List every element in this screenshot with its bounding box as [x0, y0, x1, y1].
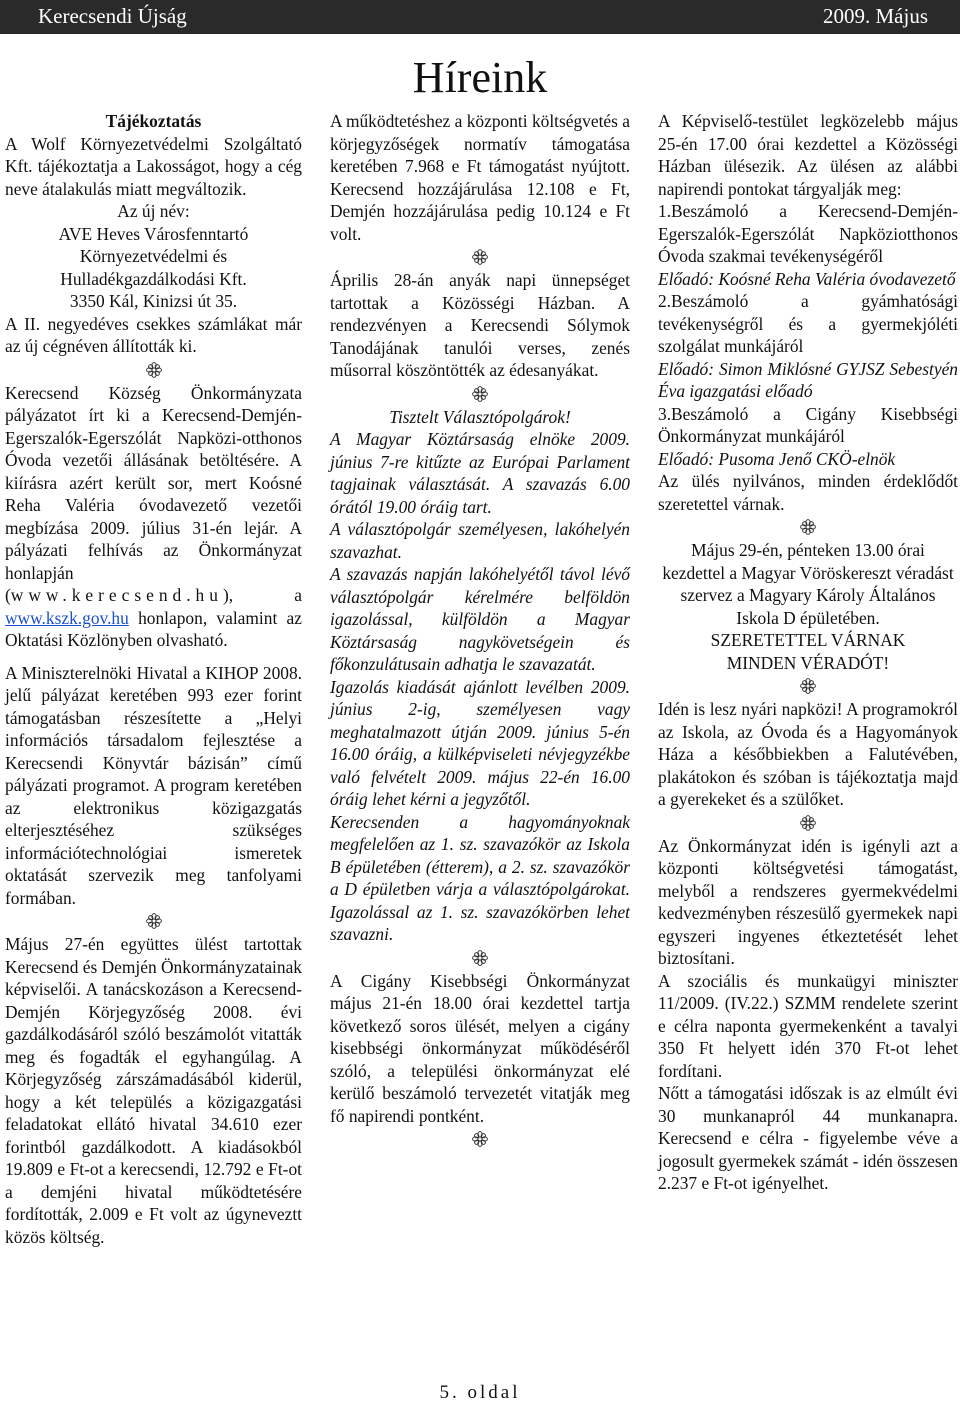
- flower-ornament-icon: [5, 358, 302, 382]
- company-name-line: AVE Heves Városfenntartó: [58, 223, 249, 244]
- agenda-item-2: 2.Beszámoló a gyámhatósági tevékenységről és a gyermekjóléti szolgálat munkájáról: [658, 291, 958, 356]
- public-meeting-paragraph: Az ülés nyilvános, minden érdeklődőt szeretettel várnak.: [658, 471, 958, 514]
- voting-place-paragraph: A választópolgár személyesen, lakóhelyén szavazhat.: [330, 519, 630, 562]
- flower-ornament-icon: [658, 811, 958, 835]
- kerecsend-link[interactable]: www.kerecsend.hu: [10, 585, 223, 605]
- agenda-speaker-1: Előadó: Koósné Reha Valéria óvodavezető: [658, 268, 956, 289]
- flower-ornament-icon: [330, 245, 630, 269]
- flower-ornament-icon: [658, 674, 958, 698]
- company-name-line: Hulladékgazdálkodási Kft.: [60, 268, 247, 289]
- council-meeting-paragraph: A Képviselő-testület legközelebb május 25-én 17.00 órai kezdettel a Közösségi Házban ülésezik. Az ülésen az alábbi napirendi pontokat tárgyalják meg:: [658, 111, 958, 199]
- newspaper-title: Kerecsendi Újság: [38, 4, 187, 28]
- column-3: [658, 110, 958, 1195]
- column-2: [330, 110, 630, 1151]
- section-title: Híreink: [412, 53, 548, 102]
- kihop-paragraph: A Miniszterelnöki Hivatal a KIHOP 2008. jelű pályázat keretében 993 ezer forint támogatásban részesítette a „Helyi információs társadalom fejlesztése a Kerecsendi Könyvtár bázisán” című pályázati programot. A program keretében az elektronikus közigazgatás elterjesztéséhez szükséges információtechnológiai ismeretek oktatását szervezik meg tanfolyami formában.: [5, 662, 302, 908]
- funding-paragraph: A működtetéshez a központi költségvetés a körjegyzőségek normatív támogatása keretében 7.968 e Ft támogatást nyújtott. Kerecsend hozzájárulása 12.108 e Ft, Demjén hozzájárulása pedig 10.124 e Ft volt.: [330, 111, 630, 244]
- agenda-item-1: 1.Beszámoló a Kerecsend-Demjén-Egerszalók-Egerszólát Napköziotthonos Óvoda szakmai tevékenységéről: [658, 201, 958, 266]
- tender-paragraph: Kerecsend Község Önkormányzata pályázatot írt ki a Kerecsend-Demjén-Egerszalók-Egerszólát Napközi-otthonos Óvoda vezetői állásának betöltésére. A kiírásra azért került sor, mert Koósné Reha Valéria óvodavezető vezetői megbízása 2009. július 31-én lejár. A pályázati felhívás az Önkormányzat honlapján (www.kerecsend.hu), a www.kszk.gov.hu honlapon, valamint az Oktatási Közlönyben olvasható.: [5, 382, 302, 650]
- agenda-speaker-3: Előadó: Pusoma Jenő CKÖ-elnök: [658, 448, 896, 469]
- absent-voter-paragraph: A szavazás napján lakóhelyétől távol lévő választópolgár kérelmére belföldön igazolással, külföldön a Magyar Köztársaság nagykövetségein és főkonzulátusain adhatja le szavazatát.: [330, 564, 630, 674]
- notice-title: Tájékoztatás: [105, 111, 202, 131]
- mothers-day-paragraph: Április 28-án anyák napi ünnepséget tartottak a Közösségi Házban. A rendezvényen a Kerecsendi Sólymok Tanodájának tanulói verses, zenés műsorral köszöntötték az édesanyákat.: [330, 270, 630, 380]
- blood-donation-paragraph: Május 29-én, pénteken 13.00 órai kezdettel a Magyar Vöröskereszt véradást szervez a Magyary Károly Általános Iskola D épületében.: [662, 540, 954, 628]
- voters-greeting: Tisztelt Választópolgárok!: [389, 406, 571, 427]
- support-period-paragraph: Nőtt a támogatási időszak is az elmúlt évi 30 munkanapról 44 munkanapra. Kerecsend e célra - figyelembe véve a jogosult gyermekek számát - idén összesen 2.237 e Ft-ot igényelhet.: [658, 1083, 958, 1193]
- polling-station-paragraph: Kerecsenden a hagyományoknak megfelelően az 1. sz. szavazókör az Iskola B épületében (étterem), a 2. sz. szavazókör a D épületben várja a választópolgárokat. Igazolással az 1. sz. szavazókörben lehet szavazni.: [330, 811, 630, 944]
- company-address: 3350 Kál, Kinizsi út 35.: [69, 291, 238, 311]
- page-number: 5. oldal: [439, 1382, 521, 1403]
- blood-donation-caps-2: MINDEN VÉRADÓT!: [726, 652, 890, 673]
- flower-ornament-icon: [330, 946, 630, 970]
- notice-paragraph: A Wolf Környezetvédelmi Szolgáltató Kft. tájékoztatja a Lakosságot, hogy a cég neve átalakulás miatt megváltozik.: [5, 133, 302, 199]
- meal-support-paragraph: Az Önkormányzat idén is igényli azt a központi költségvetési támogatást, melyből a rendszeres gyermekvédelmi kedvezményben részesülő gyermekek napi egyszeri ingyenes étkeztetését lehet biztosítani.: [658, 835, 958, 968]
- summer-camp-paragraph: Idén is lesz nyári napközi! A programokról az Iskola, az Óvoda és a Hagyományok Háza a későbbiekben a Falutévében, plakátokon és szóban is tájékoztatja majd a gyerekeket és a szülőket.: [658, 699, 958, 809]
- issue-date: 2009. Május: [823, 4, 928, 28]
- invoice-paragraph: A II. negyedéves csekkes számlákat már az új cégnéven állították ki.: [5, 313, 302, 356]
- column-1: [5, 110, 302, 1248]
- flower-ornament-icon: [330, 1127, 630, 1151]
- kszk-link[interactable]: www.kszk.gov.hu: [5, 607, 129, 628]
- joint-meeting-paragraph: Május 27-én együttes ülést tartottak Kerecsend és Demjén Önkormányzatainak képviselői. A tanácskozáson a Kerecsend-Demjén Körjegyzőség 2008. évi gazdálkodásáról szóló beszámolót vitatták meg és fogadták el egyhangúlag. A Körjegyzőség zárszámadásából kiderül, hogy a két település a közigazgatási feladatokat ellátó hivatal 34.610 ezer forintból gazdálkodott. A kiadásokból 19.809 e Ft-ot a kerecsendi, 12.792 e Ft-ot a demjéni hivatal működtetésére fordították, 2.009 e Ft volt az úgyneveztt közös költség.: [5, 934, 302, 1247]
- ministerial-decree-paragraph: A szociális és munkaügyi miniszter 11/2009. (IV.22.) SZMM rendelete szerint e célra naponta gyermekenként a tavalyi 350 Ft helyett idén 370 Ft-ot lehet fordítani.: [658, 970, 958, 1081]
- agenda-item-3: 3.Beszámoló a Cigány Kisebbségi Önkormányzat munkájáról: [658, 403, 958, 446]
- company-name-line: Környezetvédelmi és: [79, 246, 228, 266]
- page-header: [0, 0, 960, 34]
- flower-ornament-icon: [330, 382, 630, 406]
- agenda-speaker-2: Előadó: Simon Miklósné GYJSZ Sebestyén Éva igazgatási előadó: [658, 358, 958, 401]
- certificate-paragraph: Igazolás kiadását ajánlott levélben 2009. június 2-ig, személyesen vagy meghatalmazott útján 2009. június 5-én 16.00 óráig, a külképviseleti névjegyzékbe való felvételt 2009. május 22-én 16.00 óráig lehet kérni a jegyzőtől.: [330, 676, 630, 809]
- new-name-label: Az új név:: [117, 201, 190, 221]
- election-paragraph: A Magyar Köztársaság elnöke 2009. június 7-re kitűzte az Európai Parlament tagjainak választását. A szavazás 6.00 órától 19.00 óráig tart.: [330, 429, 630, 517]
- minority-council-paragraph: A Cigány Kisebbségi Önkormányzat május 21-én 18.00 órai kezdettel tartja következő soros ülését, melyen a cigány kisebbségi önkormányzat működéséről szóló, a települési önkormányzat elé kerülő beszámoló tervezetét vitatják meg fő napirendi pontként.: [330, 970, 630, 1126]
- blood-donation-caps-1: SZERETETTEL VÁRNAK: [710, 630, 906, 650]
- flower-ornament-icon: [5, 909, 302, 933]
- flower-ornament-icon: [658, 515, 958, 539]
